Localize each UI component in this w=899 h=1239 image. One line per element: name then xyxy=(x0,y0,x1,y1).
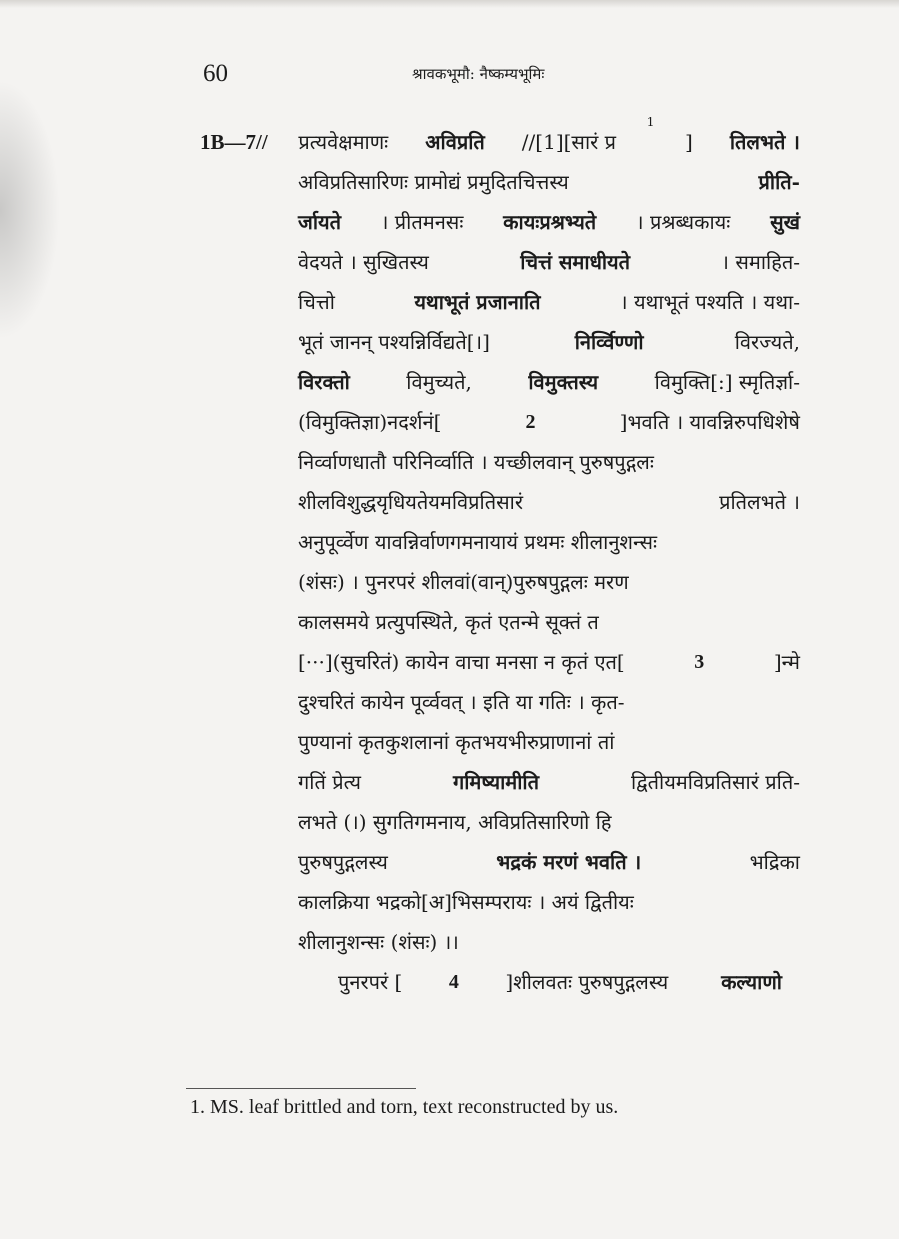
text-line xyxy=(298,802,800,842)
text-segment: प्रत्यवेक्षमाणः xyxy=(298,130,395,154)
bold-segment: तिलभते । xyxy=(729,130,800,154)
text-segment: (विमुक्तिज्ञा)नदर्शनं[ xyxy=(298,410,442,434)
text-line xyxy=(298,642,800,682)
bold-segment: र्जायते xyxy=(298,210,342,234)
text-line xyxy=(298,242,800,282)
text-segment: । यथाभूतं पश्यति । यथा- xyxy=(613,290,800,314)
bold-segment: प्रीति- xyxy=(758,170,800,194)
text-segment: ]न्मे xyxy=(773,650,800,674)
text-line xyxy=(298,442,800,482)
page-shadow xyxy=(0,80,60,340)
text-line xyxy=(298,282,800,322)
text-line xyxy=(298,682,800,722)
text-segment: दुश्चरितं कायेन पूर्व्ववत् । इति या गतिः । कृत- xyxy=(298,690,625,714)
bold-segment: यथाभूतं प्रजानाति xyxy=(414,290,541,314)
text-segment: विमुच्यते, xyxy=(399,370,479,394)
text-line xyxy=(298,722,800,762)
bold-segment: विरक्तो xyxy=(298,370,350,394)
page-header xyxy=(0,58,899,98)
text-segment: [···](सुचरितं) कायेन वाचा मनसा न कृतं एत[ xyxy=(298,650,625,674)
text-segment: शीलविशुद्धयृधियतेयमविप्रतिसारं xyxy=(298,490,523,514)
bold-segment: कायःप्रश्रभ्यते xyxy=(503,210,597,234)
text-segment: पुण्यानां कृतकुशलानां कृतभयभीरुप्राणानां तां xyxy=(298,730,615,754)
text-segment: //[1][सारं प्र xyxy=(515,130,617,154)
bold-segment: निर्व्विण्णो xyxy=(574,330,644,354)
text-segment: ] xyxy=(685,130,700,154)
text-segment: अविप्रतिसारिणः प्रामोद्यं प्रमुदितचित्तस्य xyxy=(298,170,576,194)
text-line xyxy=(298,842,800,882)
bold-segment: भद्रकं मरणं भवति । xyxy=(496,850,642,874)
text-segment: अनुपूर्व्वेण यावन्निर्वाणगमनायायं प्रथमः शीलानुशन्सः xyxy=(298,530,658,554)
text-segment: (शंसः) । पुनरपरं शीलवां(वान्)पुरुषपुद्गलः मरण xyxy=(298,570,629,594)
bold-segment: अविप्रति xyxy=(425,130,485,154)
text-segment: कालसमये प्रत्युपस्थिते, कृतं एतन्मे सूक्तं त xyxy=(298,610,599,634)
bold-segment: चित्तं समाधीयते xyxy=(520,250,631,274)
text-line xyxy=(298,762,800,802)
text-line xyxy=(298,602,800,642)
text-segment: । प्रीतमनसः xyxy=(374,210,470,234)
bold-segment: विमुक्तस्य xyxy=(528,370,599,394)
text-segment: ]शीलवतः पुरुषपुद्गलस्य xyxy=(505,970,675,994)
text-segment: वेदयते । सुखितस्य xyxy=(298,250,436,274)
text-segment: । समाहित- xyxy=(715,250,800,274)
text-segment: । प्रश्रब्धकायः xyxy=(629,210,737,234)
text-segment: कालक्रिया भद्रको[अ]भिसम्परायः । अयं द्वितीयः xyxy=(298,890,634,914)
text-line xyxy=(298,162,800,202)
bracket-number: 3 xyxy=(694,651,705,673)
text-segment: भद्रिका xyxy=(743,850,800,874)
text-segment: लभते (।) सुगतिगमनाय, अविप्रतिसारिणो हि xyxy=(298,810,612,834)
running-head: श्रावकभूमौ: नैष्कम्यभूमिः xyxy=(412,65,545,83)
text-line xyxy=(298,522,800,562)
text-segment: पुरुषपुद्गलस्य xyxy=(298,850,395,874)
text-segment: विरज्यते, xyxy=(728,330,800,354)
text-line xyxy=(298,482,800,522)
text-segment: पुनरपरं [ xyxy=(338,970,403,994)
text-line xyxy=(298,562,800,602)
text-line xyxy=(298,882,800,922)
bold-segment: कल्याणो xyxy=(721,970,782,994)
section-label: 1B—7// xyxy=(200,130,268,154)
text-line xyxy=(338,962,782,1002)
text-line xyxy=(200,115,800,162)
bracket-number: 4 xyxy=(448,971,459,993)
text-segment: शीलानुशन्सः (शंसः) ।। xyxy=(298,930,459,954)
bold-segment: गमिष्यामीति xyxy=(452,770,539,794)
text-line xyxy=(298,922,598,962)
page-top-edge xyxy=(0,0,899,8)
text-line xyxy=(298,402,800,442)
footnote-rule xyxy=(186,1088,416,1089)
footnote-ref: 1 xyxy=(646,115,655,129)
text-segment: चित्तो xyxy=(298,290,342,314)
text-segment: ]भवति । यावन्निरुपधिशेषे xyxy=(619,410,800,434)
text-segment: विमुक्ति[:] स्मृतिर्ज्ञा- xyxy=(648,370,800,394)
text-line xyxy=(298,202,800,242)
text-segment: गतिं प्रेत्य xyxy=(298,770,368,794)
text-segment: भूतं जानन् पश्यन्निर्विद्यते[।] xyxy=(298,330,490,354)
text-line xyxy=(298,362,800,402)
text-segment: प्रतिलभते । xyxy=(719,490,800,514)
text-segment: निर्व्वाणधातौ परिनिर्व्वाति । यच्छीलवान् पुरुषपुद्गलः xyxy=(298,450,654,474)
page-number: 60 xyxy=(203,60,228,87)
text-line xyxy=(298,322,800,362)
bold-segment: सुखं xyxy=(770,210,800,234)
text-segment: द्वितीयमविप्रतिसारं प्रति- xyxy=(624,770,800,794)
bracket-number: 2 xyxy=(525,411,536,433)
footnote: 1. MS. leaf brittled and torn, text reconstructed by us. xyxy=(190,1096,619,1118)
